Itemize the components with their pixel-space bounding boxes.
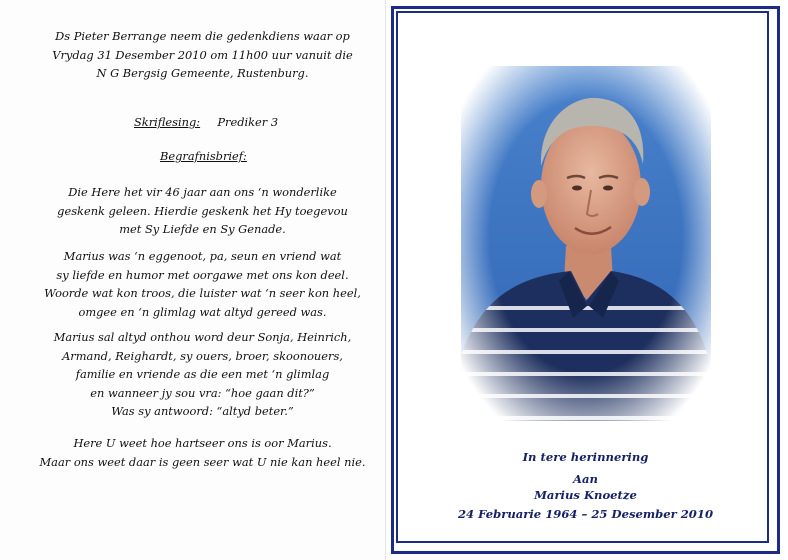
page-fold	[385, 0, 386, 560]
text-line: Was sy antwoord: “altyd beter.”	[111, 404, 294, 418]
to-line: Aan	[573, 472, 598, 486]
text-line: Marius sal altyd onthou word deur Sonja, Heinrich,	[53, 330, 352, 344]
scripture-label: Skriflesing:	[134, 115, 201, 129]
text-line: met Sy Liefde en Sy Genade.	[119, 222, 286, 236]
obituary-paragraph-3	[20, 328, 385, 421]
portrait-photo	[461, 66, 711, 421]
memorial-line: In tere herinnering	[522, 450, 649, 464]
service-line: N G Bergsig Gemeente, Rustenburg.	[96, 66, 309, 80]
service-line: Ds Pieter Berrange neem die gedenkdiens waar op	[55, 29, 350, 43]
text-line: omgee en ‘n glimlag wat altyd gereed was.	[78, 304, 327, 319]
left-page	[0, 0, 385, 560]
text-line: geskenk geleen. Hierdie geskenk het Hy toegevou	[57, 203, 348, 218]
text-line: Marius was ‘n eggenoot, pa, seun en vriend wat	[63, 249, 342, 263]
obituary-paragraph-2	[20, 247, 385, 321]
text-line: Here U weet hoe hartseer ons is oor Marius.	[73, 436, 332, 450]
text-line: Armand, Reighardt, sy ouers, broer, skoonouers,	[62, 348, 343, 363]
text-line: Die Here het vir 46 jaar aan ons ‘n wonderlike	[68, 185, 337, 199]
text-line: sy liefde en humor met oorgawe met ons kon deel.	[56, 267, 349, 282]
service-details	[20, 27, 385, 83]
text-line: Woorde wat kon troos, die luister wat ‘n seer kon heel,	[44, 286, 361, 300]
photo-vignette	[461, 66, 711, 421]
obituary-heading: Begrafnisbrief:	[160, 149, 247, 163]
right-page	[391, 6, 780, 554]
text-line: familie en vriende as die een met ‘n glimlag	[75, 367, 330, 381]
scripture-reading	[134, 115, 278, 129]
text-line: Maar ons weet daar is geen seer wat U nie kan heel nie.	[39, 454, 366, 469]
service-line: Vrydag 31 Desember 2010 om 11h00 uur vanuit die	[52, 47, 353, 62]
text-line: en wanneer jy sou vra: “hoe gaan dit?”	[90, 385, 315, 400]
scripture-reference: Prediker 3	[217, 115, 279, 129]
closing-prayer	[20, 434, 385, 471]
deceased-name: Marius Knoetze	[534, 488, 637, 502]
obituary-paragraph-1	[20, 183, 385, 239]
life-dates: 24 Februarie 1964 – 25 Desember 2010	[457, 507, 714, 521]
